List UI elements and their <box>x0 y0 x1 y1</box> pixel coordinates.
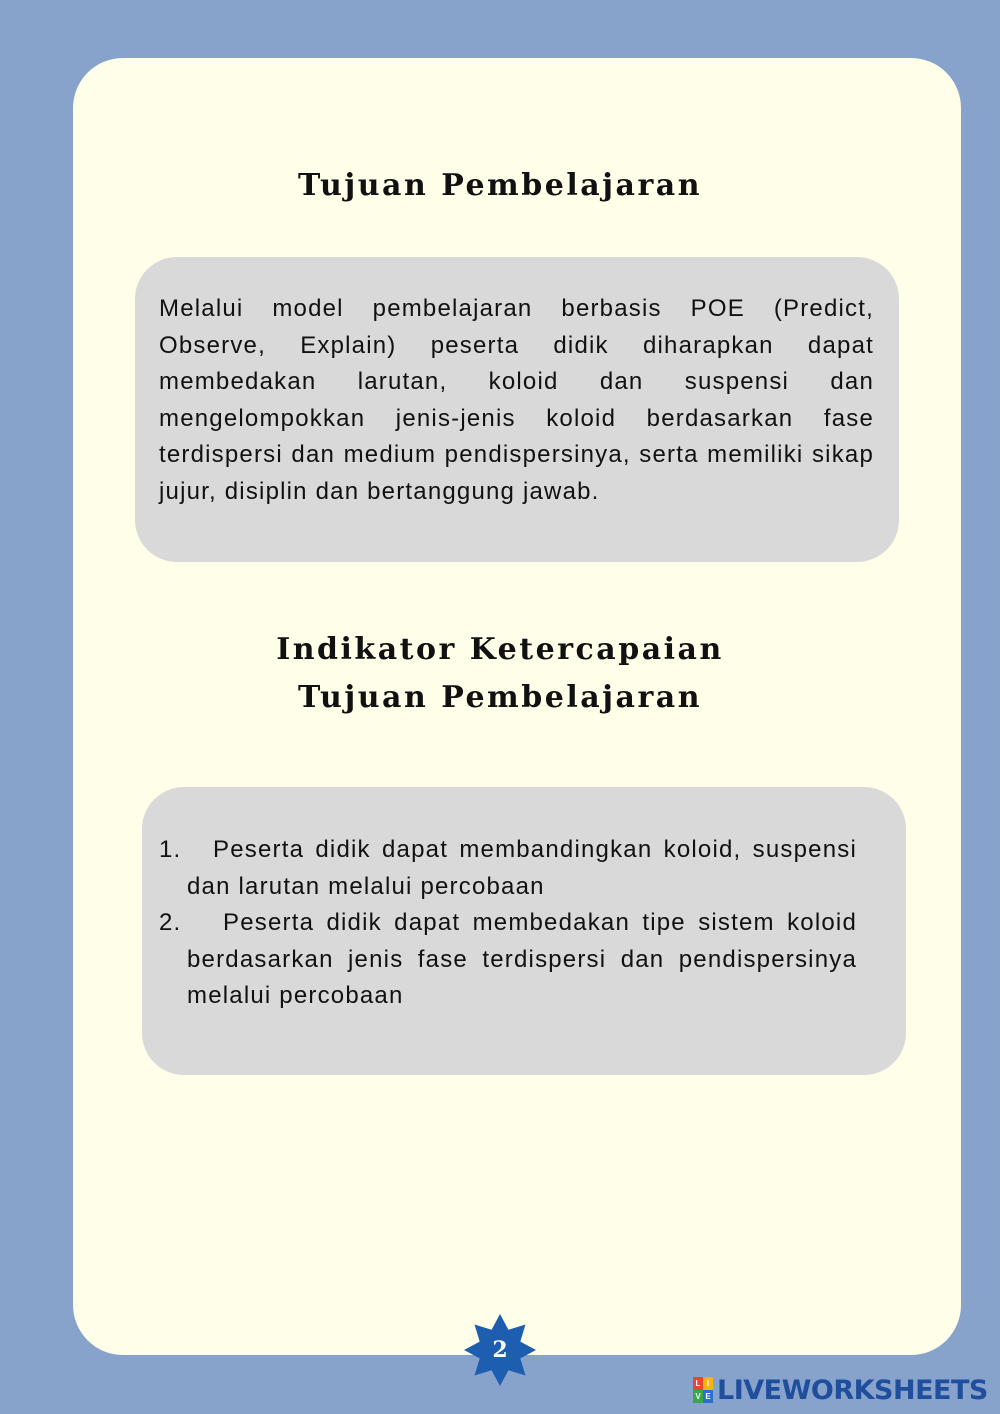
indicators-heading-line-1: Indikator Ketercapaian <box>276 632 724 667</box>
indicator-text: Peserta didik dapat membandingkan koloid, suspensi dan larutan melalui percobaan <box>187 836 857 900</box>
objective-panel <box>135 257 899 562</box>
indicator-number: 1. <box>159 836 182 863</box>
liveworksheets-logo-icon <box>693 1377 713 1403</box>
objective-text: Melalui model pembelajaran berbasis POE (Predict, Observe, Explain) peserta didik diharapkan dapat membedakan larutan, koloid dan suspensi dan mengelompokkan jenis-jenis koloid berdasarkan fase terdispersi dan medium pendispersinya, serta memiliki sikap jujur, disiplin dan bertanggung jawab. <box>159 295 874 505</box>
logo-letter: I <box>703 1377 713 1390</box>
indicators-heading-line-2: Tujuan Pembelajaran <box>297 680 703 715</box>
page-number-badge <box>463 1313 537 1387</box>
indicators-panel <box>142 787 906 1075</box>
indicator-text: Peserta didik dapat membedakan tipe sistem koloid berdasarkan jenis fase terdispersi dan pendispersinya melalui percobaan <box>187 909 857 1010</box>
logo-letter: L <box>693 1377 703 1390</box>
logo-letter: V <box>693 1390 703 1403</box>
objective-heading: Tujuan Pembelajaran <box>297 168 703 203</box>
indicator-number: 2. <box>159 909 182 937</box>
brand-name: LIVEWORKSHEETS <box>717 1374 988 1406</box>
brand-watermark <box>693 1372 988 1408</box>
indicator-item <box>159 905 857 1015</box>
indicator-list <box>159 832 857 1015</box>
logo-letter: E <box>703 1390 713 1403</box>
indicators-heading <box>0 626 1000 722</box>
page-number: 2 <box>492 1337 508 1363</box>
indicator-item <box>159 832 857 905</box>
